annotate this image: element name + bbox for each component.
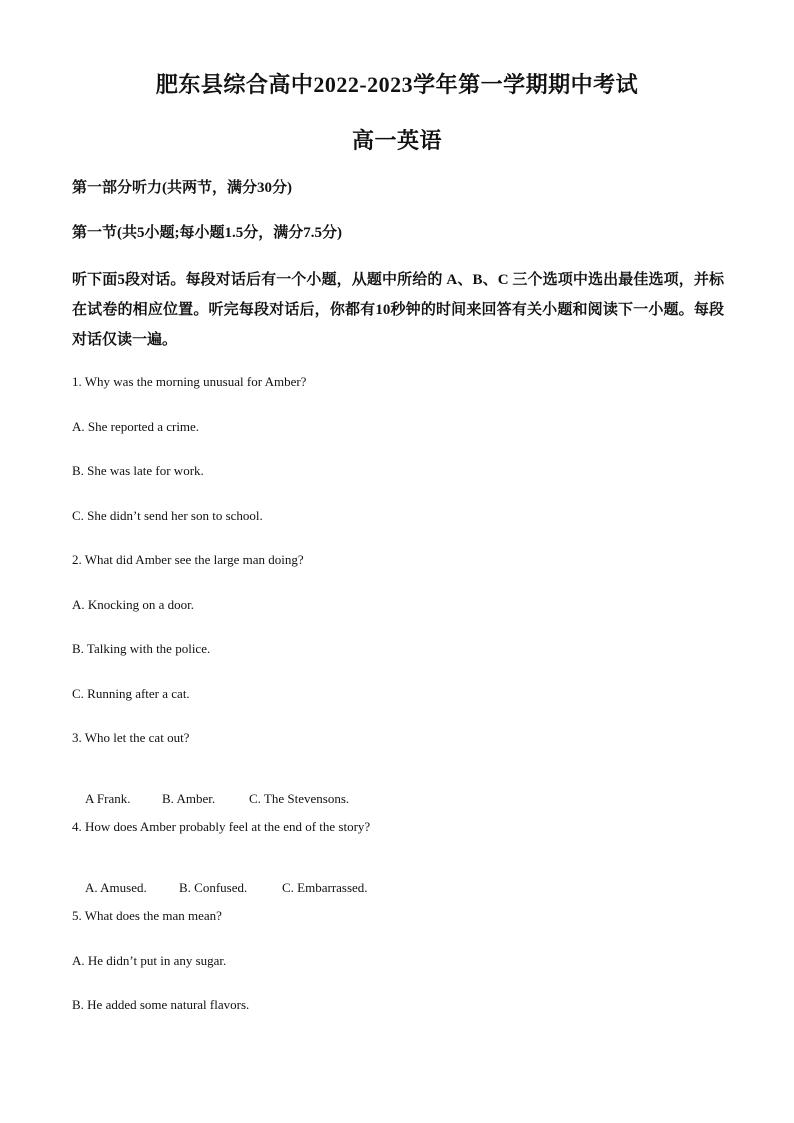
exam-title: 肥东县综合高中2022-2023学年第一学期期中考试: [155, 72, 639, 97]
question-3-option-c: C. The Stevensons.: [249, 791, 350, 806]
question-1-stem: 1. Why was the morning unusual for Amber?: [72, 374, 307, 389]
section-heading: 第一节(共5小题;每小题1.5分，满分7.5分): [72, 225, 342, 241]
question-5-stem: 5. What does the man mean?: [72, 908, 222, 923]
question-4-option-c: C. Embarrassed.: [282, 880, 368, 895]
question-1-option-a: A. She reported a crime.: [72, 419, 200, 434]
question-3-option-a: A Frank.: [85, 791, 131, 806]
question-2-option-b: B. Talking with the police.: [72, 641, 211, 656]
exam-subject: 高一英语: [351, 128, 442, 153]
instructions: 听下面5段对话。每段对话后有一个小题，从题中所给的 A、B、C 三个选项中选出最佳选项，并标在试卷的相应位置。听完每段对话后，你都有10秒钟的时间来回答有关小题和阅读下一小题。每段对话仅读一遍。: [72, 272, 724, 348]
question-5-option-a: A. He didn’t put in any sugar.: [72, 953, 227, 968]
question-3-options: [72, 775, 349, 823]
question-3-stem: 3. Who let the cat out?: [72, 730, 190, 745]
question-5-option-b: B. He added some natural flavors.: [72, 997, 250, 1012]
question-1-option-b: B. She was late for work.: [72, 463, 204, 478]
part-heading: 第一部分听力(共两节，满分30分): [72, 180, 292, 196]
question-1-option-c: C. She didn’t send her son to school.: [72, 508, 263, 523]
question-2-stem: 2. What did Amber see the large man doing?: [72, 552, 304, 567]
question-4-option-a: A. Amused.: [85, 880, 147, 895]
question-2-option-a: A. Knocking on a door.: [72, 597, 195, 612]
question-4-options: [72, 864, 368, 912]
question-3-option-b: B. Amber.: [162, 791, 216, 806]
question-4-stem: 4. How does Amber probably feel at the end of the story?: [72, 819, 371, 834]
question-2-option-c: C. Running after a cat.: [72, 686, 190, 701]
question-4-option-b: B. Confused.: [179, 880, 248, 895]
